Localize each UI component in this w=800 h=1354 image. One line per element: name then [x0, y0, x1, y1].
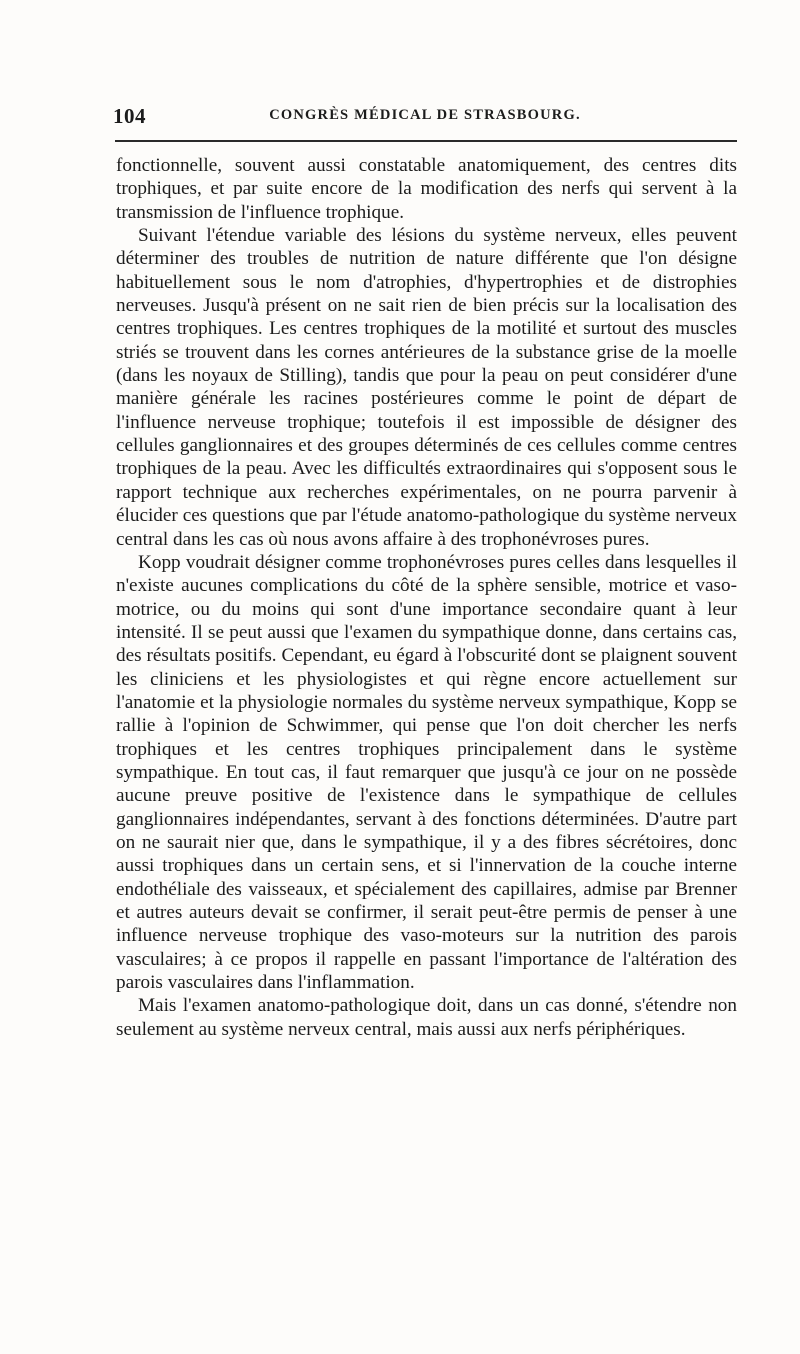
- paragraph: fonctionnelle, souvent aussi constatable anatomiquement, des centres dits trophiques, et par suite encore de la modification des nerfs qui servent à la transmission de l'influence trophique.: [116, 155, 737, 223]
- page-header: [113, 104, 737, 130]
- running-title: CONGRÈS MÉDICAL DE STRASBOURG.: [269, 107, 581, 123]
- paragraph: Suivant l'étendue variable des lésions du système nerveux, elles peuvent déterminer des troubles de nutrition de nature différente que l'on désigne habituellement sous le nom d'atrophies, d'hypertrophies et de distrophies nerveuses. Jusqu'à présent on ne sait rien de bien précis sur la localisation des centres trophiques. Les centres trophiques de la motilité et surtout des muscles striés se trouvent dans les cornes antérieures de la substance grise de la moelle (dans les noyaux de Stilling), tandis que pour la peau on peut considérer d'une manière générale les racines postérieures comme le point de départ de l'influence nerveuse trophique; toutefois il est impossible de désigner des cellules ganglionnaires et des groupes déterminés de ces cellules comme centres trophiques de la peau. Avec les difficultés extraordinaires qui s'opposent sous le rapport technique aux recherches expérimentales, on ne pourra parvenir à élucider ces questions que par l'étude anatomo-pathologique du système nerveux central dans les cas où nous avons affaire à des trophonévroses pures.: [116, 225, 737, 550]
- header-rule: [115, 140, 737, 142]
- paragraph: Kopp voudrait désigner comme trophonévroses pures celles dans lesquelles il n'existe aucunes complications du côté de la sphère sensible, motrice et vaso-motrice, ou du moins qui sont d'une importance secondaire quant à leur intensité. Il se peut aussi que l'examen du sympathique donne, dans certains cas, des résultats positifs. Cependant, eu égard à l'obscurité dont se plaignent souvent les cliniciens et les physiologistes et qui règne encore actuellement sur l'anatomie et la physiologie normales du système nerveux sympathique, Kopp se rallie à l'opinion de Schwimmer, qui pense que l'on doit chercher les nerfs trophiques et les centres trophiques principalement dans le système sympathique. En tout cas, il faut remarquer que jusqu'à ce jour on ne possède aucune preuve positive de l'existence dans le sympathique de cellules ganglionnaires indépendantes, servant à des fonctions déterminées. D'autre part on ne saurait nier que, dans le sympathique, il y a des fibres sécrétoires, donc aussi trophiques dans un certain sens, et si l'innervation de la couche interne endothéliale des vaisseaux, et spécialement des capillaires, admise par Brenner et autres auteurs devait se confirmer, il serait peut-être permis de penser à une influence nerveuse trophique des vaso-moteurs sur la nutrition des parois vasculaires; à ce propos il rappelle en passant l'importance de l'altération des parois vasculaires dans l'inflammation.: [116, 551, 737, 994]
- page-number: 104: [113, 104, 146, 128]
- body-text: [116, 154, 737, 1041]
- paragraph: Mais l'examen anatomo-pathologique doit, dans un cas donné, s'étendre non seulement au système nerveux central, mais aussi aux nerfs périphériques.: [116, 995, 737, 1040]
